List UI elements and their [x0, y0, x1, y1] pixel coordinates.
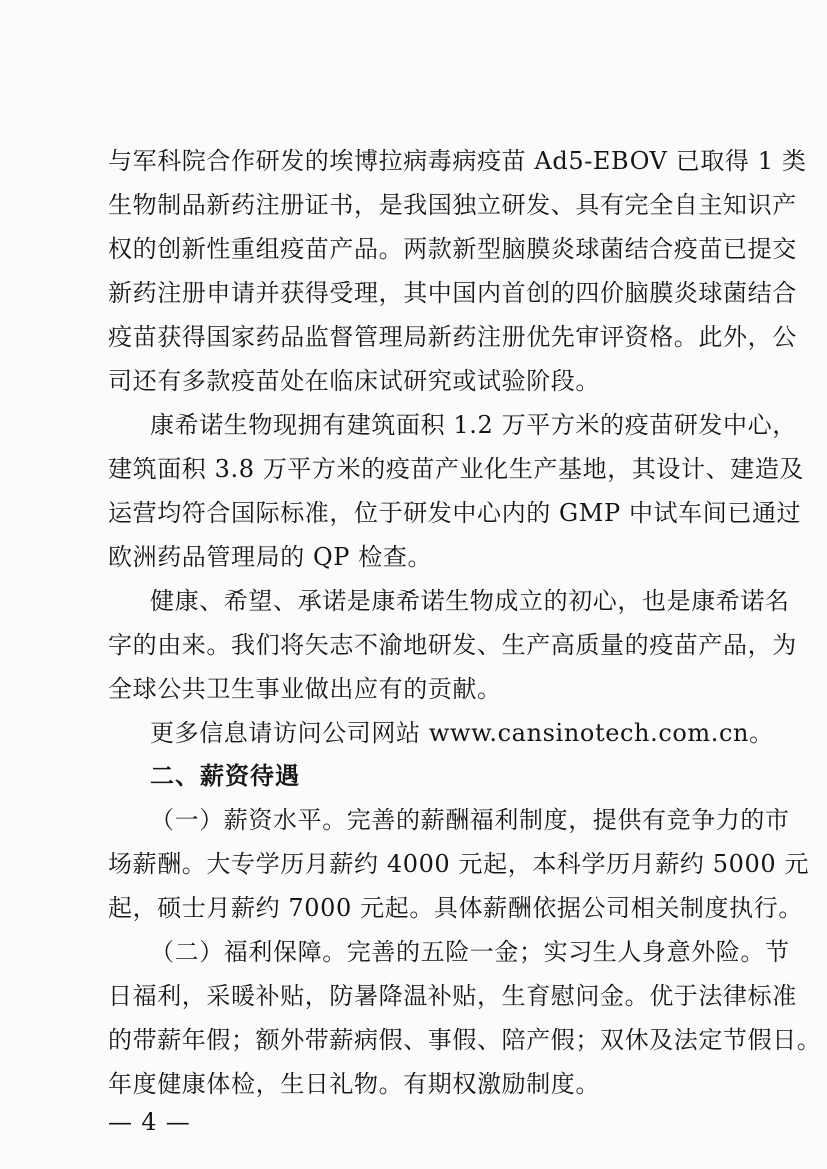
paragraph-1-line-1: 与军科院合作研发的埃博拉病毒病疫苗 Ad5-EBOV 已取得 1 类 [108, 147, 807, 175]
paragraph-1-line-3: 权的创新性重组疫苗产品。两款新型脑膜炎球菌结合疫苗已提交 [108, 235, 797, 263]
paragraph-2-line-1: 康希诺生物现拥有建筑面积 1.2 万平方米的疫苗研发中心， [150, 411, 797, 439]
paragraph-2-line-3: 运营均符合国际标准，位于研发中心内的 GMP 中试车间已通过 [108, 499, 802, 527]
paragraph-1-line-2: 生物制品新药注册证书，是我国独立研发、具有完全自主知识产 [108, 191, 797, 219]
paragraph-5-line-1: （一）薪资水平。完善的薪酬福利制度，提供有竞争力的市 [150, 806, 790, 834]
paragraph-1-line-5: 疫苗获得国家药品监督管理局新药注册优先审评资格。此外，公 [108, 323, 797, 351]
website-line: 更多信息请访问公司网站 www.cansinotech.com.cn。 [150, 719, 774, 747]
paragraph-3-line-3: 全球公共卫生事业做出应有的贡献。 [108, 675, 502, 703]
paragraph-1-line-4: 新药注册申请并获得受理，其中国内首创的四价脑膜炎球菌结合 [108, 279, 797, 307]
paragraph-6-line-2: 日福利，采暖补贴，防暑降温补贴，生育慰问金。优于法律标准 [108, 982, 797, 1010]
paragraph-6-line-1: （二）福利保障。完善的五险一金；实习生人身意外险。节 [150, 938, 790, 966]
paragraph-2-line-4: 欧洲药品管理局的 QP 检查。 [108, 543, 433, 571]
paragraph-3-line-1: 健康、希望、承诺是康希诺生物成立的初心，也是康希诺名 [150, 587, 790, 615]
paragraph-1-line-6: 司还有多款疫苗处在临床试研究或试验阶段。 [108, 367, 600, 395]
paragraph-6-line-3: 的带薪年假；额外带薪病假、事假、陪产假；双休及法定节假日。 [108, 1026, 822, 1054]
page-number: — 4 — [108, 1108, 191, 1136]
paragraph-5-line-3: 起，硕士月薪约 7000 元起。具体薪酬依据公司相关制度执行。 [108, 894, 803, 922]
paragraph-6-line-4: 年度健康体检，生日礼物。有期权激励制度。 [108, 1070, 600, 1098]
paragraph-2-line-2: 建筑面积 3.8 万平方米的疫苗产业化生产基地，其设计、建造及 [108, 455, 805, 483]
paragraph-3-line-2: 字的由来。我们将矢志不渝地研发、生产高质量的疫苗产品，为 [108, 631, 797, 659]
section-heading: 二、薪资待遇 [150, 762, 300, 790]
paragraph-5-line-2: 场薪酬。大专学历月薪约 4000 元起，本科学历月薪约 5000 元 [108, 850, 810, 878]
